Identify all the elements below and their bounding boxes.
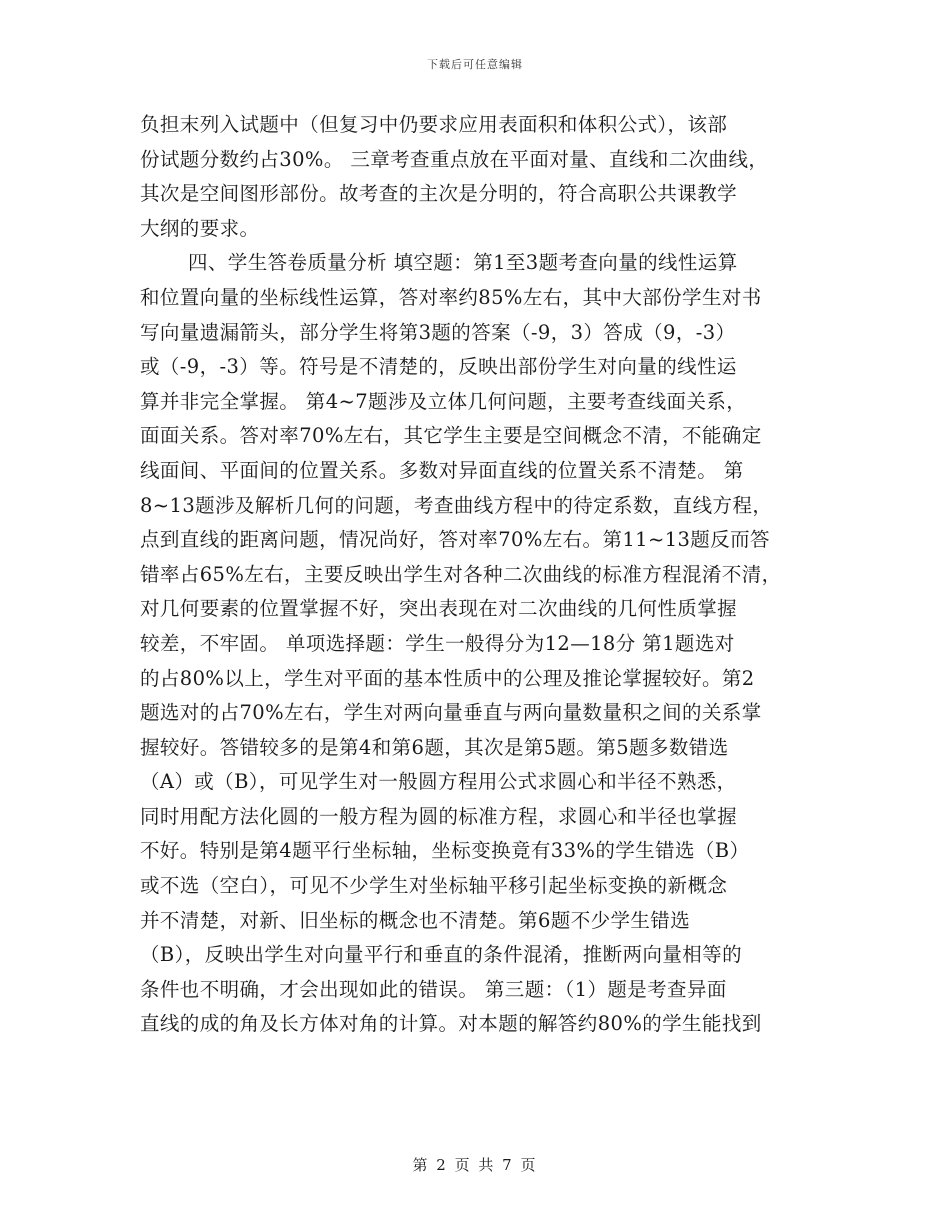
- text-line: 份试题分数约占30%。 三章考查重点放在平面对量、直线和二次曲线，: [140, 147, 769, 171]
- text-line: 线面间、平面间的位置关系。多数对异面直线的位置关系不清楚。 第: [140, 458, 744, 482]
- text-line: 面面关系。答对率70%左右，其它学生主要是空间概念不清，不能确定: [140, 424, 762, 448]
- text-line: 题选对的占70%左右，学生对两向量垂直与两向量数量积之间的关系掌: [140, 701, 762, 725]
- text-line: 大纲的要求。: [140, 216, 260, 240]
- text-line: 条件也不明确，才会出现如此的错误。 第三题：（1）题是考查异面: [140, 977, 727, 1001]
- page-number-footer: 第 2 页 共 7 页: [412, 1156, 538, 1174]
- body-text: [140, 108, 830, 1042]
- page-header: 下载后可任意编辑: [427, 58, 523, 71]
- text-line: 算并非完全掌握。 第4~7题涉及立体几何问题，主要考查线面关系，: [140, 389, 747, 413]
- text-line: 写向量遗漏箭头，部分学生将第3题的答案（-9，3）答成（9，-3）: [140, 320, 736, 344]
- text-line: 和位置向量的坐标线性运算，答对率约85%左右，其中大部份学生对书: [140, 285, 762, 309]
- text-line: 握较好。答错较多的是第4和第6题，其次是第5题。第5题多数错选: [140, 735, 729, 759]
- text-line: 同时用配方法化圆的一般方程为圆的标准方程，求圆心和半径也掌握: [140, 804, 738, 828]
- text-line: 的占80%以上，学生对平面的基本性质中的公理及推论掌握较好。第2: [140, 666, 755, 690]
- text-line: （A）或（B），可见学生对一般圆方程用公式求圆心和半径不熟悉，: [140, 770, 737, 794]
- text-line: 直线的成的角及长方体对角的计算。对本题的解答约80%的学生能找到: [140, 1012, 762, 1036]
- text-line: 较差，不牢固。 单项选择题：学生一般得分为12—18分 第1题选对: [140, 631, 735, 655]
- text-line: 其次是空间图形部份。故考查的主次是分明的，符合高职公共课教学: [140, 182, 738, 206]
- text-line: 对几何要素的位置掌握不好，突出表现在对二次曲线的几何性质掌握: [140, 597, 738, 621]
- text-line: 负担末列入试题中（但复习中仍要求应用表面积和体积公式），该部: [140, 113, 728, 136]
- text-line: 8~13题涉及解析几何的问题，考查曲线方程中的待定系数，直线方程，: [140, 493, 773, 517]
- text-line: 或（-9，-3）等。符号是不清楚的，反映出部份学生对向量的线性运: [140, 355, 737, 379]
- text-line: 点到直线的距离问题，情况尚好，答对率70%左右。第11~13题反而答: [140, 528, 770, 552]
- text-line: 错率占65%左右，主要反映出学生对各种二次曲线的标准方程混淆不清，: [140, 562, 782, 586]
- text-line: 不好。特别是第4题平行坐标轴，坐标变换竟有33%的学生错选（B）: [140, 839, 750, 863]
- text-line: （B），反映出学生对向量平行和垂直的条件混淆，推断两向量相等的: [140, 943, 742, 967]
- text-line: 并不清楚，对新、旧坐标的概念也不清楚。第6题不少学生错选: [140, 908, 691, 932]
- text-line: 或不选（空白），可见不少学生对坐标轴平移引起坐标变换的新概念: [140, 874, 728, 898]
- text-line: 四、学生答卷质量分析 填空题：第1至3题考查向量的线性运算: [188, 251, 738, 275]
